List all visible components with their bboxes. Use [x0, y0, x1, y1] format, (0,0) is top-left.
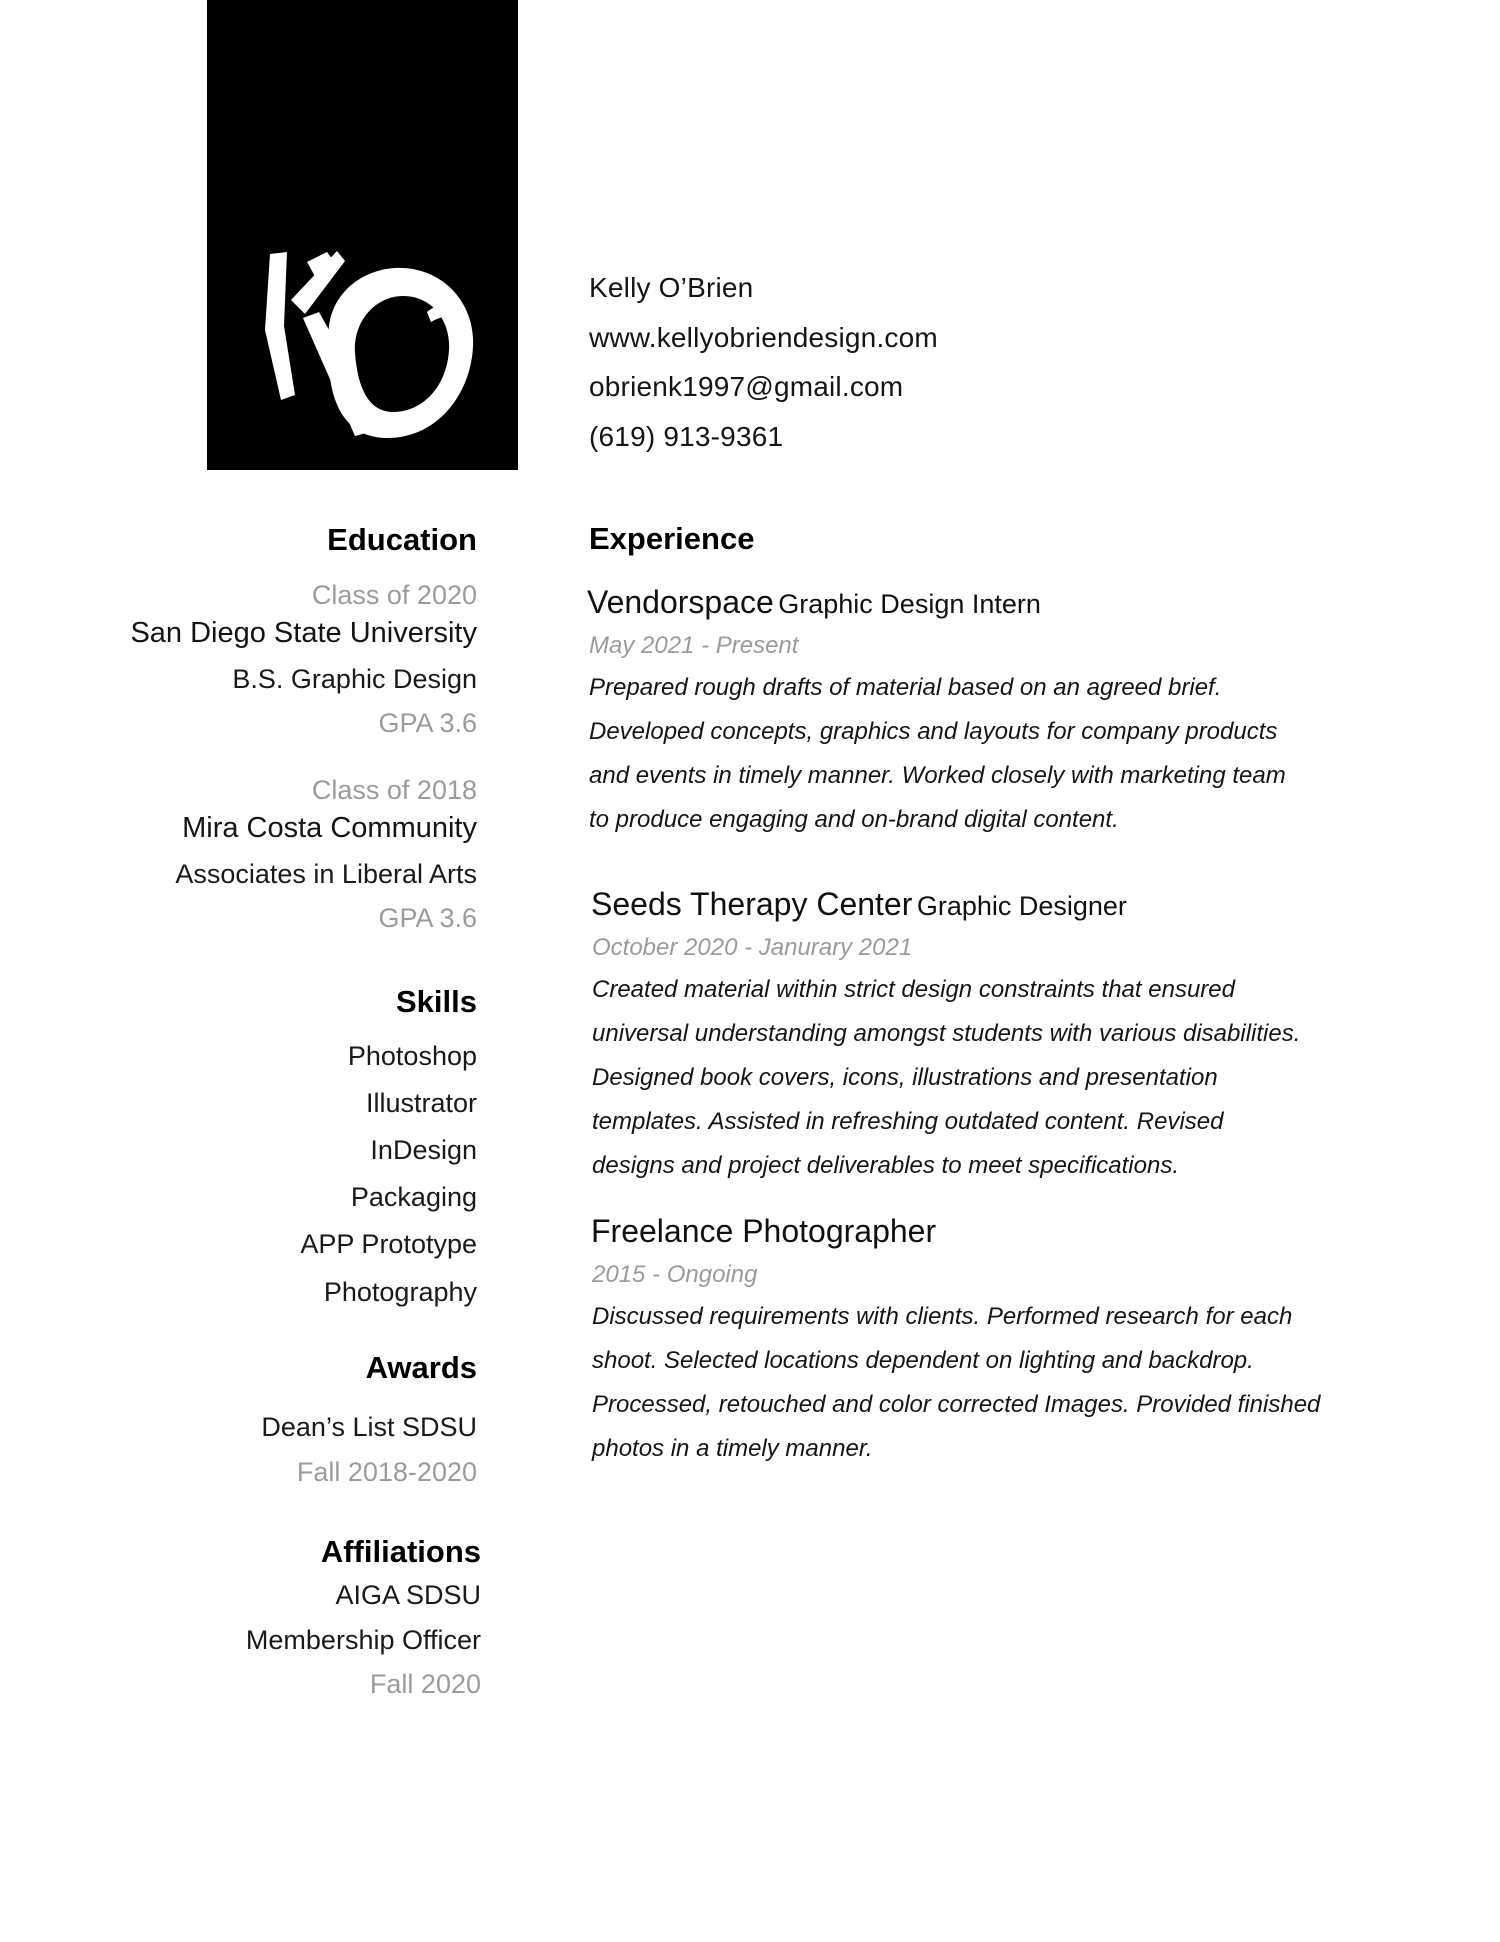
skill-item: Photoshop	[347, 1041, 477, 1071]
job-description-line: Developed concepts, graphics and layouts for company products	[589, 718, 1278, 745]
award-name: Dean’s List SDSU	[261, 1412, 477, 1442]
job-company: Vendorspace	[587, 584, 774, 620]
ko-monogram-icon	[207, 0, 518, 470]
job-description-line: and events in timely manner. Worked closely with marketing team	[589, 762, 1286, 789]
experience-heading: Experience	[589, 521, 755, 556]
education-heading: Education	[327, 522, 477, 557]
contact-website-link[interactable]: www.kellyobriendesign.com	[589, 322, 938, 353]
job-description-line: to produce engaging and on-brand digital content.	[589, 806, 1119, 833]
job-description-line: photos in a timely manner.	[592, 1435, 873, 1462]
affiliation-org: AIGA SDSU	[335, 1580, 481, 1610]
job-role: Graphic Designer	[916, 891, 1127, 921]
education-degree: B.S. Graphic Design	[232, 664, 477, 694]
contact-name: Kelly O’Brien	[589, 272, 754, 303]
job-company: Seeds Therapy Center	[591, 886, 913, 922]
contact-phone: (619) 913-9361	[589, 421, 784, 452]
ko-monogram-logo	[207, 0, 518, 470]
job-title-row	[591, 1213, 936, 1250]
job-description-line: Prepared rough drafts of material based on an agreed brief.	[589, 674, 1222, 701]
job-title-row	[591, 886, 1127, 923]
education-class-year: Class of 2018	[311, 775, 477, 805]
job-description-line: Designed book covers, icons, illustrations and presentation	[592, 1064, 1218, 1091]
job-description-line: designs and project deliverables to meet specifications.	[592, 1152, 1179, 1179]
skills-heading: Skills	[396, 984, 477, 1019]
job-dates: October 2020 - Janurary 2021	[592, 934, 913, 961]
skill-item: Packaging	[350, 1182, 477, 1212]
affiliations-heading: Affiliations	[320, 1534, 481, 1569]
skill-item: Photography	[323, 1277, 477, 1307]
education-gpa: GPA 3.6	[378, 708, 477, 738]
job-description-line: shoot. Selected locations dependent on lighting and backdrop.	[592, 1347, 1254, 1374]
skill-item: Illustrator	[365, 1088, 477, 1118]
job-description-line: Processed, retouched and color corrected Images. Provided finished	[592, 1391, 1321, 1418]
job-description-line: Created material within strict design constraints that ensured	[592, 976, 1235, 1003]
job-description-line: templates. Assisted in refreshing outdated content. Revised	[592, 1108, 1224, 1135]
affiliation-period: Fall 2020	[369, 1669, 481, 1699]
job-dates: 2015 - Ongoing	[592, 1261, 758, 1288]
job-description	[589, 666, 1286, 842]
award-period: Fall 2018-2020	[296, 1457, 477, 1487]
affiliation-role: Membership Officer	[245, 1625, 481, 1655]
skill-item: APP Prototype	[300, 1229, 477, 1259]
education-degree: Associates in Liberal Arts	[175, 859, 477, 889]
education-school: Mira Costa Community	[182, 812, 477, 844]
job-description	[592, 1295, 1320, 1471]
job-company: Freelance Photographer	[591, 1213, 937, 1249]
job-title-row	[587, 584, 1041, 621]
job-role: Graphic Design Intern	[778, 589, 1041, 619]
contact-email-link[interactable]: obrienk1997@gmail.com	[589, 371, 904, 402]
education-class-year: Class of 2020	[311, 580, 477, 610]
job-dates: May 2021 - Present	[589, 632, 799, 659]
job-description-line: universal understanding amongst students with various disabilities.	[592, 1020, 1301, 1047]
education-gpa: GPA 3.6	[378, 903, 477, 933]
job-description-line: Discussed requirements with clients. Performed research for each	[592, 1303, 1293, 1330]
skill-item: InDesign	[370, 1135, 477, 1165]
education-school: San Diego State University	[130, 617, 477, 649]
job-description	[592, 968, 1300, 1188]
awards-heading: Awards	[365, 1350, 477, 1385]
